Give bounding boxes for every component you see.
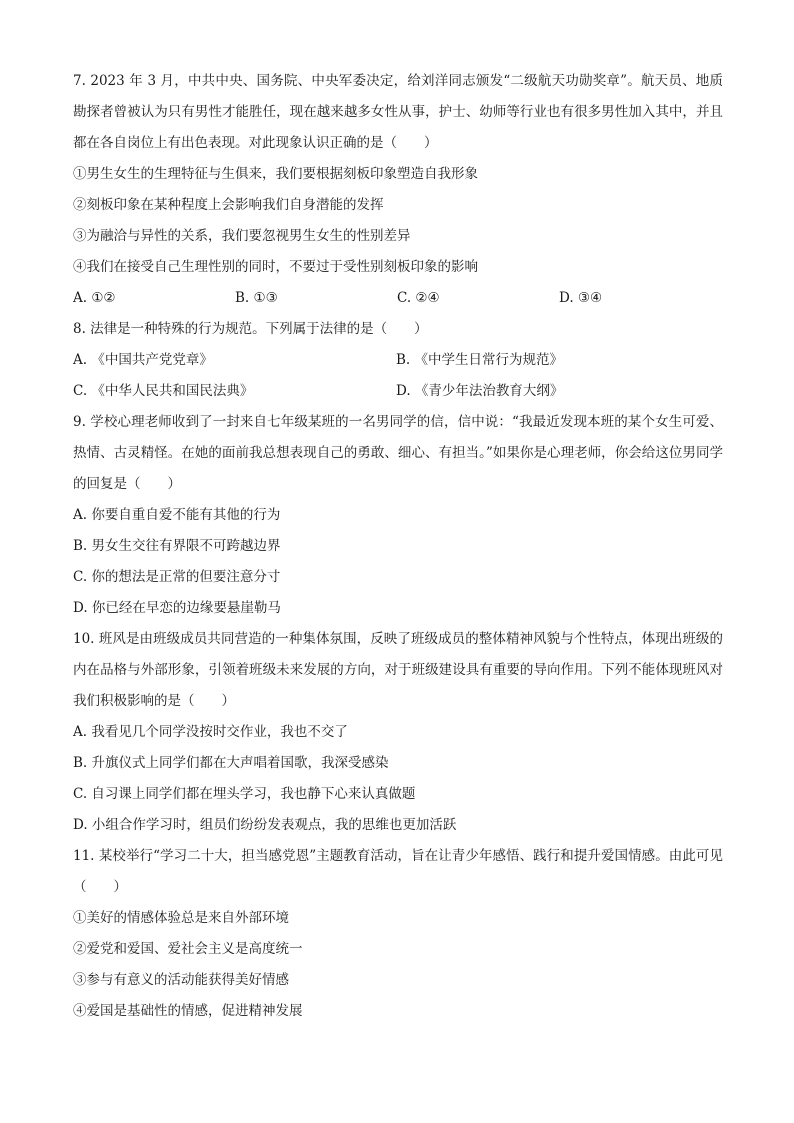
statement: ②爱党和爱国、爱社会主义是高度统一 — [73, 941, 303, 957]
option-c: C. ②④ — [397, 290, 440, 306]
option-a: A. ①② — [73, 290, 116, 306]
statement: ③为融洽与异性的关系，我们要忽视男生女生的性别差异 — [73, 228, 411, 244]
option-b: B. 《中学生日常行为规范》 — [396, 352, 564, 368]
question-stem: 7. 2023 年 3 月，中共中央、国务院、中央军委决定，给刘洋同志颁发“二级航天功勋奖章”。航天员、地质勘探者曾被认为只有男性才能胜任，现在越来越多女性从事，护士、幼师等行业也有很多男性加入其中，并且都在各自岗位上有出色表现。对此现象认识正确的是（ ） — [73, 73, 723, 151]
option-a: A. 《中国共产党党章》 — [73, 352, 213, 368]
option-d: D. 你已经在早恋的边缘要悬崖勒马 — [73, 600, 281, 616]
statement: ①美好的情感体验总是来自外部环境 — [73, 910, 289, 926]
option-c: C. 《中华人民共和国民法典》 — [73, 383, 254, 399]
statement: ①男生女生的生理特征与生俱来，我们要根据刻板印象塑造自我形象 — [73, 166, 478, 182]
option-a: A. 我看见几个同学没按时交作业，我也不交了 — [73, 724, 348, 740]
statement: ②刻板印象在某种程度上会影响我们自身潜能的发挥 — [73, 197, 384, 213]
option-b: B. 升旗仪式上同学们都在大声唱着国歌，我深受感染 — [73, 755, 389, 771]
statement: ④爱国是基础性的情感，促进精神发展 — [73, 1003, 303, 1019]
question-stem: 9. 学校心理老师收到了一封来自七年级某班的一名男同学的信，信中说：“我最近发现本班的某个女生可爱、热情、古灵精怪。在她的面前我总想表现自己的勇敢、细心、有担当。”如果你是心理老师，你会给这位男同学的回复是（ ） — [73, 414, 723, 492]
question-8 — [73, 314, 723, 407]
option-c: C. 自习课上同学们都在埋头学习，我也静下心来认真做题 — [73, 786, 416, 802]
option-b: B. ①③ — [235, 290, 278, 306]
question-11 — [73, 841, 723, 1027]
question-10 — [73, 624, 723, 841]
option-d: D. 小组合作学习时，组员们纷纷发表观点，我的思维也更加活跃 — [73, 817, 457, 833]
option-d: D. 《青少年法治教育大纲》 — [396, 383, 564, 399]
options-row — [73, 345, 723, 376]
question-9 — [73, 407, 723, 624]
option-b: B. 男女生交往有界限不可跨越边界 — [73, 538, 281, 554]
option-a: A. 你要自重自爱不能有其他的行为 — [73, 507, 281, 523]
options-row — [73, 283, 723, 314]
option-d: D. ③④ — [559, 290, 603, 306]
statement: ④我们在接受自己生理性别的同时，不要过于受性别刻板印象的影响 — [73, 259, 478, 275]
question-stem: 10. 班风是由班级成员共同营造的一种集体氛围，反映了班级成员的整体精神风貌与个性特点，体现出班级的内在品格与外部形象，引领着班级未来发展的方向，对于班级建设具有重要的导向作用。下列不能体现班风对我们积极影响的是（ ） — [73, 631, 723, 709]
question-7 — [73, 66, 723, 314]
question-stem: 8. 法律是一种特殊的行为规范。下列属于法律的是（ ） — [73, 321, 428, 337]
option-c: C. 你的想法是正常的但要注意分寸 — [73, 569, 281, 585]
options-row — [73, 376, 723, 407]
question-stem: 11. 某校举行“学习二十大，担当感党恩”主题教育活动，旨在让青少年感悟、践行和提升爱国情感。由此可见（ ） — [73, 848, 723, 895]
exam-page — [73, 66, 723, 1027]
statement: ③参与有意义的活动能获得美好情感 — [73, 972, 289, 988]
